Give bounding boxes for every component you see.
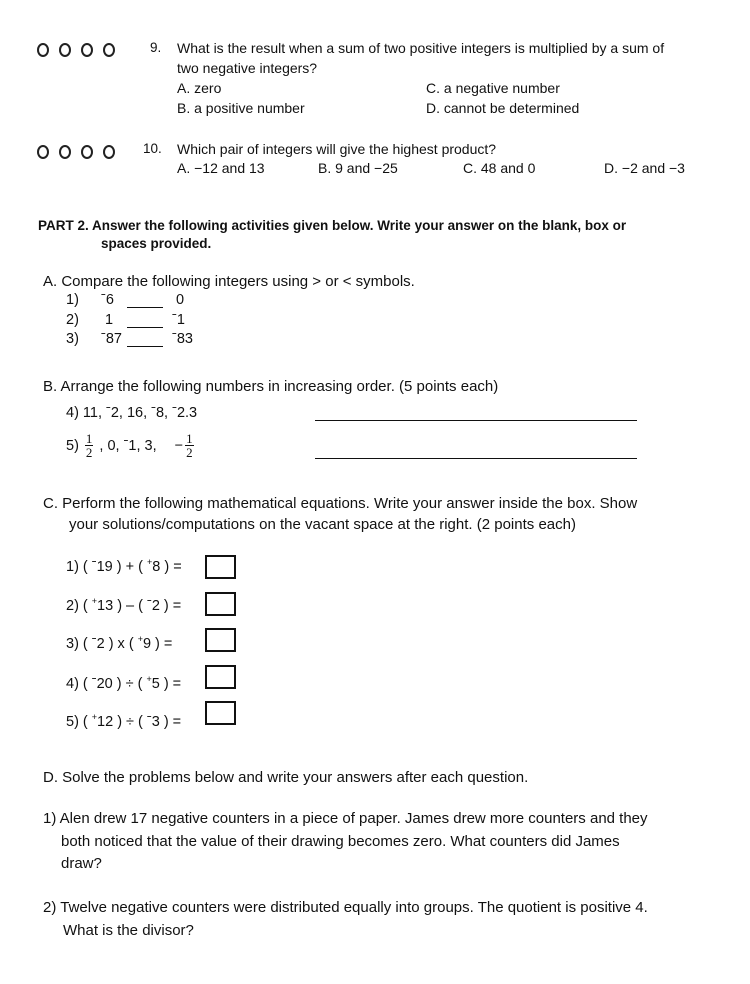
option-d: D. −2 and −3	[604, 160, 685, 176]
fraction-denominator: 2	[186, 445, 193, 460]
answer-bubble[interactable]	[59, 43, 71, 57]
answer-line-5[interactable]	[315, 458, 637, 459]
fraction-denominator: 2	[85, 445, 93, 460]
option-a: A. −12 and 13	[177, 160, 265, 176]
order-item-num: 5)	[66, 437, 79, 454]
answer-box[interactable]	[205, 665, 236, 689]
compare-left: ˉ87	[101, 331, 122, 347]
answer-box[interactable]	[205, 555, 236, 579]
compare-right: 0	[176, 292, 185, 308]
problem-2-cont: What is the divisor?	[63, 922, 194, 939]
fraction	[85, 432, 94, 459]
compare-blank[interactable]	[127, 307, 163, 308]
answer-bubble[interactable]	[81, 43, 93, 57]
answer-bubble[interactable]	[103, 145, 115, 159]
order-item-4: 4) 11, ˉ2, 16, ˉ8, ˉ2.3	[66, 405, 198, 421]
compare-right: ˉ1	[172, 312, 185, 328]
option-b: B. a positive number	[177, 100, 305, 116]
option-c: C. a negative number	[426, 80, 560, 96]
part2-heading-cont: spaces provided.	[101, 236, 212, 251]
question-text: What is the result when a sum of two positive integers is multiplied by a sum of	[177, 40, 665, 56]
equation-item: 4) ( ˉ20 ) ÷ ( +5 ) =	[66, 674, 182, 692]
option-c: C. 48 and 0	[463, 160, 536, 176]
question-text: two negative integers?	[177, 60, 318, 76]
section-c-title-cont: your solutions/computations on the vacant space at the right. (2 points each)	[69, 516, 576, 533]
section-b-title: B. Arrange the following numbers in increasing order. (5 points each)	[43, 378, 499, 395]
fraction	[185, 432, 194, 459]
compare-item-num: 3)	[66, 331, 79, 347]
compare-right: ˉ83	[172, 331, 193, 347]
order-item-5	[66, 432, 194, 459]
answer-bubble[interactable]	[59, 145, 71, 159]
question-text: Which pair of integers will give the highest product?	[177, 141, 497, 157]
answer-box[interactable]	[205, 701, 236, 725]
compare-blank[interactable]	[127, 327, 163, 328]
problem-1: 1) Alen drew 17 negative counters in a piece of paper. James drew more counters and they	[43, 810, 648, 827]
compare-left: 1	[105, 312, 114, 328]
compare-left: ˉ6	[101, 292, 114, 308]
fraction-numerator: 1	[85, 431, 93, 446]
answer-box[interactable]	[205, 628, 236, 652]
question-number: 9.	[150, 40, 162, 55]
compare-item-num: 1)	[66, 292, 79, 308]
section-a-title: A. Compare the following integers using > or < symbols.	[43, 273, 415, 290]
option-a: A. zero	[177, 80, 222, 96]
compare-blank[interactable]	[127, 346, 163, 347]
answer-bubble[interactable]	[37, 145, 49, 159]
option-b: B. 9 and −25	[318, 160, 398, 176]
problem-1-cont: both noticed that the value of their drawing becomes zero. What counters did James	[61, 833, 620, 850]
question-number: 10.	[143, 141, 162, 156]
negative-sign: −	[174, 437, 184, 454]
answer-bubbles-q10	[37, 145, 115, 159]
compare-item-num: 2)	[66, 312, 79, 328]
equation-item: 5) ( +12 ) ÷ ( ˉ3 ) =	[66, 712, 182, 730]
problem-2: 2) Twelve negative counters were distributed equally into groups. The quotient is positive 4.	[43, 899, 648, 916]
answer-bubble[interactable]	[81, 145, 93, 159]
answer-line-4[interactable]	[315, 420, 637, 421]
equation-item: 3) ( ˉ2 ) x ( +9 ) =	[66, 634, 173, 652]
section-c-title: C. Perform the following mathematical equations. Write your answer inside the box. Show	[43, 495, 638, 512]
part2-heading: PART 2. Answer the following activities given below. Write your answer on the blank, box or	[38, 218, 627, 233]
answer-bubbles-q9	[37, 43, 115, 57]
problem-1-cont: draw?	[61, 855, 102, 872]
option-d: D. cannot be determined	[426, 100, 580, 116]
equation-item: 1) ( ˉ19 ) + ( +8 ) =	[66, 557, 182, 575]
answer-bubble[interactable]	[37, 43, 49, 57]
answer-box[interactable]	[205, 592, 236, 616]
answer-bubble[interactable]	[103, 43, 115, 57]
fraction-numerator: 1	[186, 431, 193, 446]
section-d-title: D. Solve the problems below and write your answers after each question.	[43, 769, 529, 786]
order-item-values: , 0, ˉ1, 3,	[99, 437, 157, 454]
equation-item: 2) ( +13 ) – ( ˉ2 ) =	[66, 596, 182, 614]
